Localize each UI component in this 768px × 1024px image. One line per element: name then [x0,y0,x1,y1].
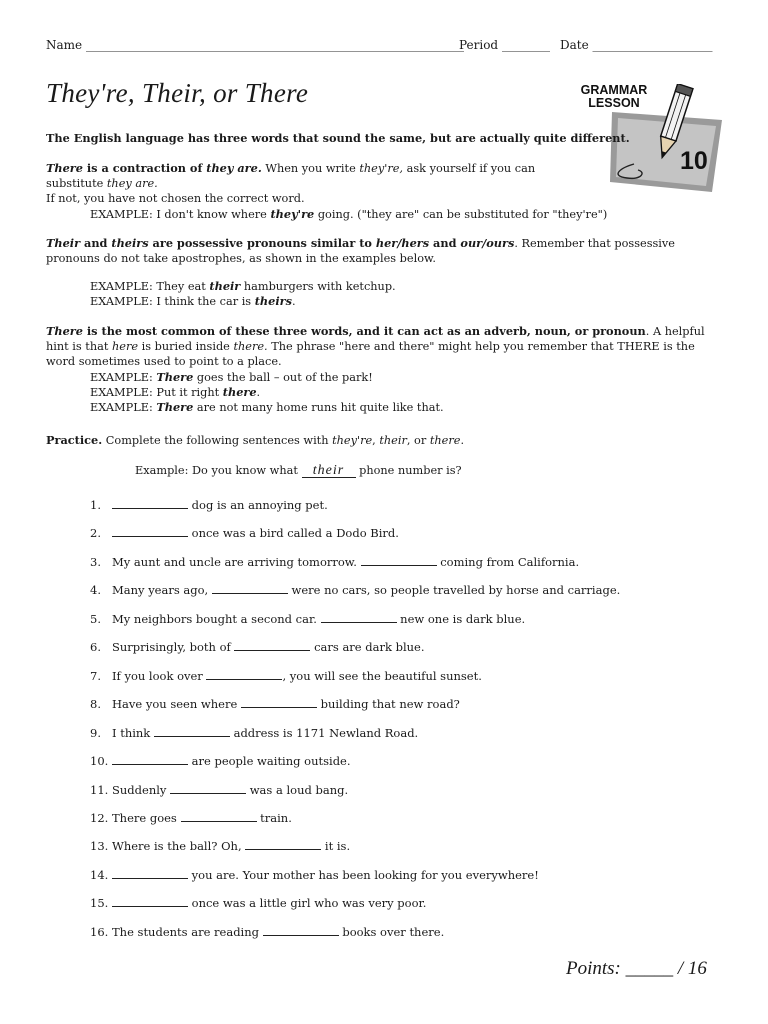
question-text-before: There goes [112,810,181,825]
period-field[interactable] [459,38,550,52]
answer-blank[interactable] [112,869,188,879]
question-number: 2. [90,526,101,541]
period-label: Period [459,38,499,52]
answer-blank[interactable] [112,897,188,907]
points-score: Points: _____ / 16 [566,958,707,979]
question-text-after: , you will see the beautiful sunset. [282,668,482,683]
example-answer: their [302,465,356,478]
answer-blank[interactable] [154,727,230,737]
their-paragraph: Their and theirs are possessive pronouns similar to her/hers and our/ours. Remember that possessive pronouns do not take apostrophes, as shown in the examples below. [46,236,675,265]
question-text-after: cars are dark blue. [310,640,425,655]
question-number: 12. [90,810,109,825]
question-text-after: dog is an annoying pet. [188,498,328,512]
answer-blank[interactable] [245,840,321,850]
question-text-before: If you look over [112,668,207,683]
name-blank[interactable]: _______________________________________________________________ [85,38,464,52]
question-item [90,697,460,711]
answer-blank[interactable] [241,698,317,708]
question-number: 1. [90,498,101,512]
question-item [90,726,418,740]
question-text-after: are people waiting outside. [188,754,351,769]
answer-blank[interactable] [234,641,310,651]
answer-blank[interactable] [112,755,188,765]
question-text-after: were no cars, so people travelled by horse and carriage. [287,583,621,598]
question-item [90,839,350,853]
question-item [90,669,482,683]
question-item [90,868,539,882]
theyre-paragraph: There is a contraction of they are. When you write they're, ask yourself if you can substitute they are. If not, you have not chosen the correct word. [46,161,536,205]
question-number: 14. [90,867,109,882]
intro-text: The English language has three words that sound the same, but are actually quite different. [46,131,630,145]
question-item [90,754,351,768]
question-text-after: train. [256,810,292,825]
practice-example: Example: Do you know what their phone number is? [135,463,462,478]
question-number: 16. [90,924,109,939]
question-number: 15. [90,896,109,911]
question-number: 11. [90,782,109,797]
question-text-before: My neighbors bought a second car. [112,611,321,626]
there-example-1: EXAMPLE: There goes the ball – out of the park! [90,370,373,384]
answer-blank[interactable] [112,499,188,509]
answer-blank[interactable] [112,527,188,537]
question-text-before: Surprisingly, both of [112,640,235,655]
date-blank[interactable]: ____________________ [592,38,713,52]
question-item [90,498,328,512]
page-title: They're, Their, or There [46,78,309,108]
period-blank[interactable]: ________ [501,38,550,52]
question-text-before: My aunt and uncle are arriving tomorrow. [112,554,361,569]
question-text-before: Suddenly [112,782,171,797]
question-item [90,583,620,597]
question-item [90,555,579,569]
answer-blank[interactable] [263,926,339,936]
there-example-3: EXAMPLE: There are not many home runs hit quite like that. [90,400,444,414]
question-text-before: Many years ago, [112,583,212,598]
question-text-before: I think [112,725,154,740]
question-number: 9. [90,725,101,740]
question-item [90,526,399,540]
name-label: Name [46,38,83,52]
answer-blank[interactable] [206,670,282,680]
question-text-after: you are. Your mother has been looking for you everywhere! [188,867,539,882]
question-text-after: once was a little girl who was very poor. [188,896,427,911]
points-total: / 16 [677,958,707,979]
question-text-before: Where is the ball? Oh, [112,839,246,854]
question-text-after: new one is dark blue. [396,611,526,626]
date-field[interactable] [560,38,713,52]
question-text-before: The students are reading [112,924,263,939]
their-example-1: EXAMPLE: They eat their hamburgers with ketchup. [90,279,396,293]
points-blank[interactable]: _____ [625,958,674,979]
question-text-after: was a loud bang. [246,782,349,797]
answer-blank[interactable] [212,584,288,594]
their-example-2: EXAMPLE: I think the car is theirs. [90,294,296,308]
question-item [90,640,425,654]
question-text-after: coming from California. [436,554,580,569]
question-text-after: address is 1171 Newland Road. [229,725,419,740]
answer-blank[interactable] [170,784,246,794]
answer-blank[interactable] [181,812,257,822]
question-number: 5. [90,611,101,626]
question-number: 13. [90,839,109,854]
question-item [90,612,525,626]
question-text-after: it is. [321,839,351,854]
question-number: 3. [90,554,101,569]
question-item [90,811,292,825]
question-number: 4. [90,583,101,598]
lesson-number: 10 [680,147,708,175]
question-text-after: building that new road? [316,697,460,712]
question-number: 10. [90,754,109,769]
theyre-example: EXAMPLE: I don't know where they're going. ("they are" can be substituted for "they're") [90,207,608,221]
question-number: 8. [90,697,101,712]
there-paragraph: There is the most common of these three words, and it can act as an adverb, noun, or pronoun. A helpful hint is that here is buried inside there. The phrase "here and there" might help you remember that THERE is the word sometimes used to point to a place. [46,324,705,368]
there-example-2: EXAMPLE: Put it right there. [90,385,261,399]
question-text-after: books over there. [338,924,445,939]
question-text-before: Have you seen where [112,697,241,712]
answer-blank[interactable] [321,613,397,623]
badge-label: GRAMMAR LESSON [580,83,648,110]
question-number: 6. [90,640,101,655]
question-item [90,896,426,910]
question-item [90,925,444,939]
question-number: 7. [90,668,101,683]
question-item [90,783,348,797]
answer-blank[interactable] [361,556,437,566]
date-label: Date [560,38,589,52]
question-text-after: once was a bird called a Dodo Bird. [188,526,399,541]
name-field[interactable] [46,38,464,52]
practice-instructions: Practice. Complete the following sentences with they're, their, or there. [46,433,465,447]
